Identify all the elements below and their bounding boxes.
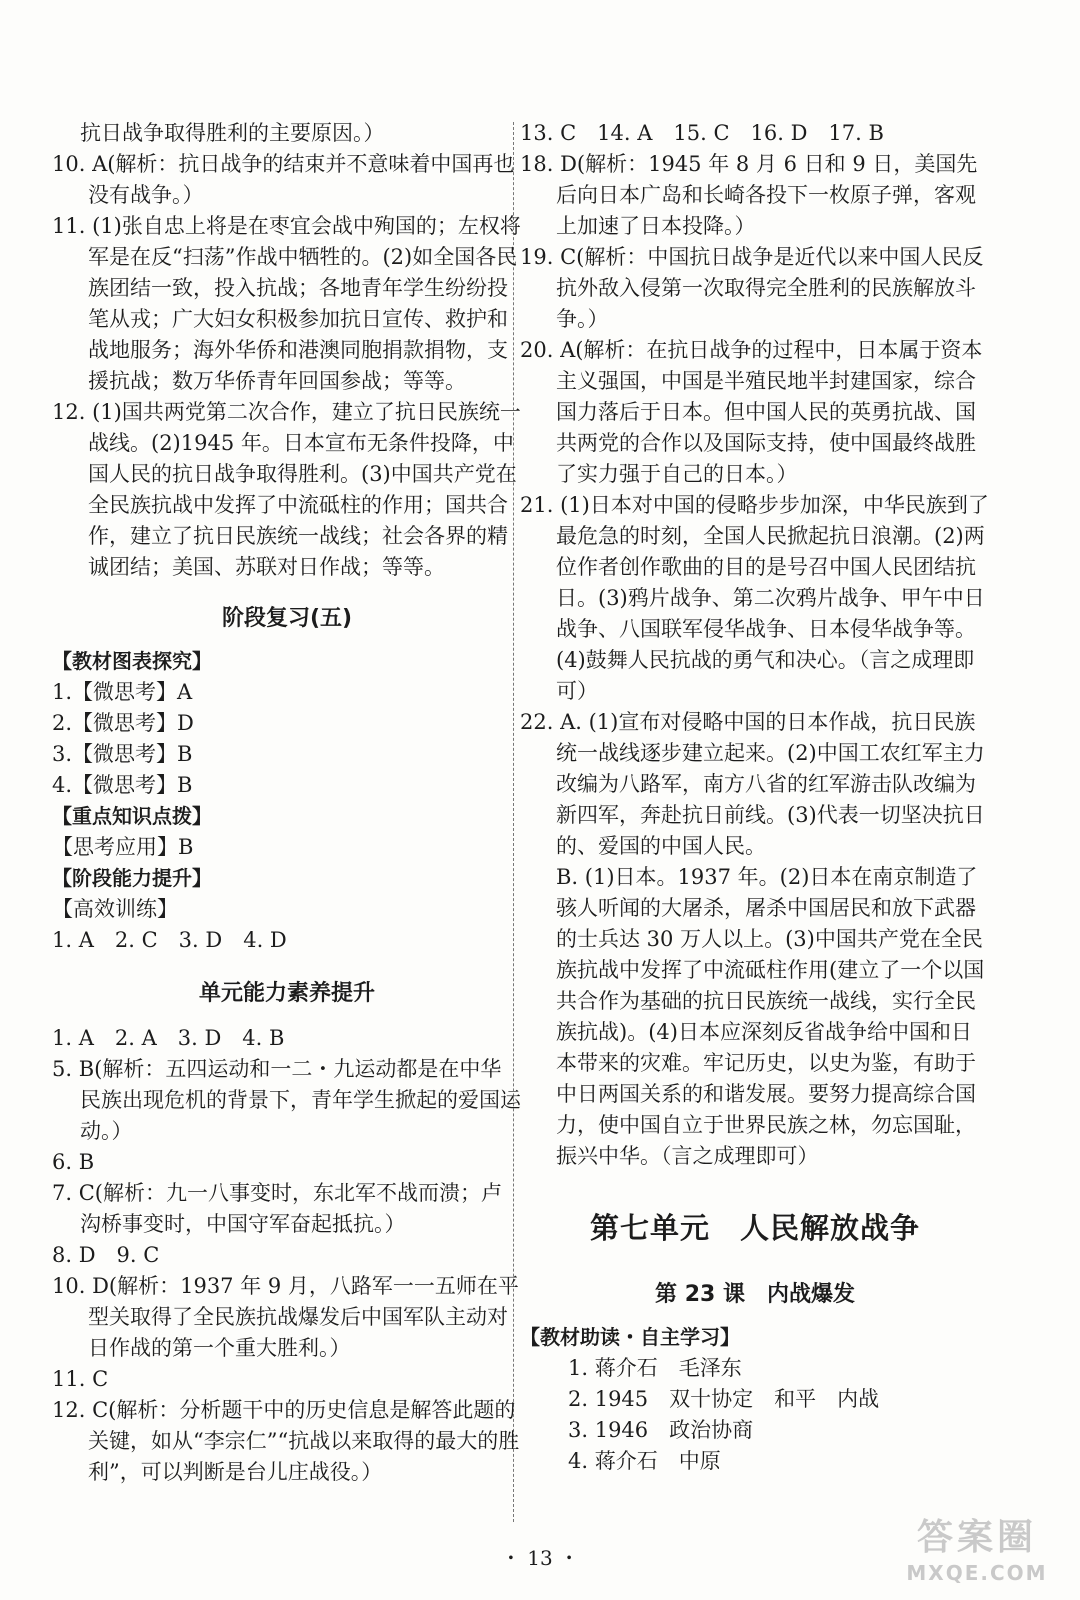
answer-11: 11. (1)张自忠上将是在枣宜会战中殉国的；左权将军是在反“扫荡”作战中牺牲的。(2)如全国各民族团结一致，投入抗战；各地青年学生纷纷投笔从戎；广大妇女积极参加抗日宣传、救护和战地服务；海外华侨和港澳同胞捐款捐物，支援抗战；数万华侨青年回国参战；等等。 [52, 214, 521, 393]
answer-item: 2. 1945 双十协定 和平 内战 [568, 1387, 880, 1411]
answer-item: 1. A 2. C 3. D 4. D [52, 928, 287, 952]
answer-item: 4.【微思考】B [52, 773, 193, 797]
answer-item: 3.【微思考】B [52, 742, 193, 766]
answer-line: 抗日战争取得胜利的主要原因。） [80, 121, 385, 145]
answer-22b: B. (1)日本。1937 年。(2)日本在南京制造了骇人听闻的大屠杀，屠杀中国居民和放下武器的士兵达 30 万人以上。(3)中国共产党在全民族抗战中发挥了中流砥柱作用(建立了一个以国共合作为基础的抗日民族统一战线，实行全民族抗战)。(4)日本应深刻反省战争给中国和日本带来的灾难。牢记历史，以史为鉴，有助于中日两国关系的和谐发展。要努力提高综合国力，使中国自立于世界民族之林，勿忘国耻，振兴中华。（言之成理即可） [556, 865, 985, 1168]
watermark-domain: MXQE.COM [906, 1561, 1048, 1585]
unit-title: 第七单元 人民解放战争 [589, 1211, 920, 1245]
answer-10: 10. A(解析：抗日战争的结束并不意味着中国再也没有战争。） [52, 152, 515, 207]
section-title-stage-review: 阶段复习(五) [221, 606, 353, 631]
answer-7: 7. C(解析：九一八事变时，东北军不战而溃；卢沟桥事变时，中国守军奋起抵抗。） [52, 1181, 502, 1236]
answer-item: 1. A 2. A 3. D 4. B [52, 1026, 285, 1050]
answer-item: 4. 蒋介石 中原 [568, 1449, 721, 1473]
answer-12: 12. C(解析：分析题干中的历史信息是解答此题的关键，如从“李宗仁”“抗战以来取得的最大的胜利”，可以判断是台儿庄战役。） [52, 1398, 520, 1484]
answer-item: 【高效训练】 [52, 897, 178, 921]
answer-item: 【思考应用】B [52, 835, 194, 859]
watermark-logo [882, 1516, 1072, 1594]
answer-11: 11. C [52, 1367, 109, 1391]
answer-13-17: 13. C 14. A 15. C 16. D 17. B [520, 121, 884, 145]
answer-22a: 22. A. (1)宣布对侵略中国的日本作战，抗日民族统一战线逐步建立起来。(2)中国工农红军主力改编为八路军，南方八省的红军游击队改编为新四军，奔赴抗日前线。(3)代表一切坚决抗日的、爱国的中国人民。 [520, 710, 985, 858]
left-column [52, 118, 522, 1488]
subheading-key-points: 【重点知识点拨】 [52, 804, 212, 828]
answer-5: 5. B(解析：五四运动和一二・九运动都是在中华民族出现危机的背景下，青年学生掀起的爱国运动。） [52, 1057, 521, 1143]
answer-18: 18. D(解析：1945 年 8 月 6 日和 9 日，美国先后向日本广岛和长崎各投下一枚原子弹，客观上加速了日本投降。） [520, 152, 978, 238]
answer-item: 3. 1946 政治协商 [568, 1418, 754, 1442]
watermark-text: 答案圈 [916, 1517, 1037, 1558]
answer-10: 10. D(解析：1937 年 9 月，八路军一一五师在平型关取得了全民族抗战爆发后中国军队主动对日作战的第一个重大胜利。） [52, 1274, 519, 1360]
answer-19: 19. C(解析：中国抗日战争是近代以来中国人民反抗外敌入侵第一次取得完全胜利的民族解放斗争。） [520, 245, 984, 331]
lesson-title: 第 23 课 内战爆发 [655, 1282, 855, 1307]
subheading-reading-guide: 【教材助读・自主学习】 [520, 1325, 740, 1349]
section-title-unit-ability: 单元能力素养提升 [198, 981, 375, 1006]
answer-item: 1.【微思考】A [52, 680, 193, 704]
answer-20: 20. A(解析：在抗日战争的过程中，日本属于资本主义强国，中国是半殖民地半封建国家，综合国力落后于日本。但中国人民的英勇抗战、国共两党的合作以及国际支持，使中国最终战胜了实力强于自己的日本。） [520, 338, 983, 486]
subheading-ability: 【阶段能力提升】 [52, 866, 212, 890]
subheading-textbook-charts: 【教材图表探究】 [52, 649, 212, 673]
answer-8-9: 8. D 9. C [52, 1243, 160, 1267]
answer-item: 2.【微思考】D [52, 711, 194, 735]
answer-12: 12. (1)国共两党第二次合作，建立了抗日民族统一战线。(2)1945 年。日本宣布无条件投降，中国人民的抗日战争取得胜利。(3)中国共产党在全民族抗战中发挥了中流砥柱的作用；国共合作，建立了抗日民族统一战线；社会各界的精诚团结；美国、苏联对日作战；等等。 [52, 400, 521, 579]
page-number: ・ 13 ・ [500, 1546, 580, 1570]
right-column [520, 118, 990, 1477]
answer-6: 6. B [52, 1150, 95, 1174]
answer-21: 21. (1)日本对中国的侵略步步加深，中华民族到了最危急的时刻，全国人民掀起抗日浪潮。(2)两位作者创作歌曲的目的是号召中国人民团结抗日。(3)鸦片战争、第二次鸦片战争、甲午中日战争、八国联军侵华战争、日本侵华战争等。(4)鼓舞人民抗战的勇气和决心。（言之成理即可） [520, 493, 989, 703]
answer-item: 1. 蒋介石 毛泽东 [568, 1356, 742, 1380]
